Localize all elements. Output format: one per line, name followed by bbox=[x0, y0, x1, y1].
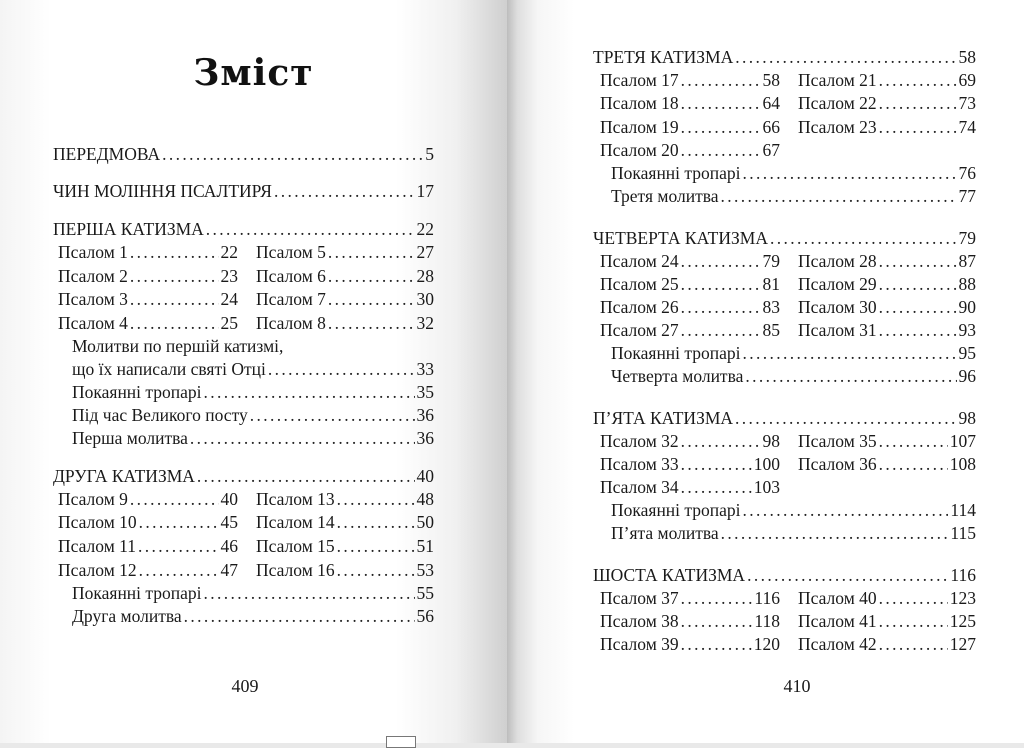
dot-leader bbox=[879, 69, 957, 92]
toc-entry bbox=[256, 559, 434, 582]
toc-page-number: 23 bbox=[220, 266, 238, 286]
toc-entry bbox=[58, 312, 238, 335]
dot-leader bbox=[337, 535, 415, 558]
toc-entry-title: Псалом 22 bbox=[798, 93, 877, 113]
toc-entry-title: П’ЯТА КАТИЗМА bbox=[593, 408, 734, 428]
dot-leader bbox=[681, 319, 761, 342]
dot-leader bbox=[681, 69, 761, 92]
dot-leader bbox=[328, 241, 415, 264]
toc-page-number: 103 bbox=[753, 477, 780, 497]
dot-leader bbox=[184, 605, 415, 628]
dot-leader bbox=[735, 46, 956, 69]
toc-entry bbox=[600, 250, 780, 273]
dot-leader bbox=[743, 342, 957, 365]
toc-entry bbox=[611, 365, 976, 388]
toc-entry-title: Псалом 35 bbox=[798, 431, 877, 451]
toc-entry-title: Псалом 27 bbox=[600, 320, 679, 340]
dot-leader bbox=[681, 273, 761, 296]
toc-entry-title: Покаянні тропарі bbox=[72, 382, 202, 402]
toc-entry-title: Псалом 28 bbox=[798, 251, 877, 271]
dot-leader bbox=[681, 633, 752, 656]
dot-leader bbox=[721, 185, 957, 208]
toc-entry-title: Псалом 5 bbox=[256, 242, 326, 262]
toc-entry bbox=[798, 69, 976, 92]
page-number: 410 bbox=[783, 676, 811, 696]
toc-entry bbox=[256, 511, 434, 534]
dot-leader bbox=[206, 218, 415, 241]
toc-entry-title: Псалом 10 bbox=[58, 512, 137, 532]
dot-leader bbox=[743, 162, 957, 185]
dot-leader bbox=[681, 610, 753, 633]
toc-entry-title: Псалом 34 bbox=[600, 477, 679, 497]
toc-entry bbox=[600, 296, 780, 319]
toc-page-number: 53 bbox=[416, 560, 434, 580]
dot-leader bbox=[681, 296, 761, 319]
toc-entry bbox=[600, 453, 780, 476]
toc-entry bbox=[600, 633, 780, 656]
toc-page-number: 17 bbox=[416, 181, 434, 201]
toc-page-number: 116 bbox=[950, 565, 976, 585]
toc-entry bbox=[58, 488, 238, 511]
dot-leader bbox=[274, 180, 415, 203]
toc-entry-title: Псалом 25 bbox=[600, 274, 679, 294]
toc-entry-title: Псалом 3 bbox=[58, 289, 128, 309]
toc-page-number: 77 bbox=[958, 186, 976, 206]
toc-entry-title: Псалом 26 bbox=[600, 297, 679, 317]
toc-entry-title: ДРУГА КАТИЗМА bbox=[53, 466, 195, 486]
toc-page-number: 79 bbox=[762, 251, 780, 271]
toc-entry-title: Псалом 11 bbox=[58, 536, 136, 556]
dot-leader bbox=[745, 365, 956, 388]
dot-leader bbox=[138, 535, 219, 558]
toc-entry-title: Перша молитва bbox=[72, 428, 188, 448]
toc-entry-title: ПЕРЕДМОВА bbox=[53, 144, 161, 164]
toc-page-number: 116 bbox=[754, 588, 780, 608]
toc-page-number: 48 bbox=[416, 489, 434, 509]
toc-page-number: 123 bbox=[949, 588, 976, 608]
toc-entry-title: Псалом 6 bbox=[256, 266, 326, 286]
toc-entry-title: Псалом 32 bbox=[600, 431, 679, 451]
dot-leader bbox=[337, 488, 415, 511]
dot-leader bbox=[268, 358, 415, 381]
toc-entry-title: Псалом 41 bbox=[798, 611, 877, 631]
toc-entry-title: ЧИН МОЛІННЯ ПСАЛТИРЯ bbox=[53, 181, 272, 201]
toc-entry bbox=[53, 465, 434, 488]
dot-leader bbox=[328, 288, 415, 311]
toc-entry-title: П’ята молитва bbox=[611, 523, 719, 543]
toc-entry bbox=[600, 92, 780, 115]
right-page bbox=[507, 0, 1024, 743]
toc-entry-title: ТРЕТЯ КАТИЗМА bbox=[593, 47, 734, 67]
toc-page-number: 47 bbox=[220, 560, 238, 580]
dot-leader bbox=[879, 430, 948, 453]
dot-leader bbox=[879, 610, 948, 633]
dot-leader bbox=[747, 564, 948, 587]
toc-entry-title: Псалом 33 bbox=[600, 454, 679, 474]
page-tab-marker bbox=[386, 736, 416, 748]
toc-page-number: 98 bbox=[762, 431, 780, 451]
dot-leader bbox=[139, 511, 219, 534]
toc-page-number: 40 bbox=[220, 489, 238, 509]
toc-entry-title: Покаянні тропарі bbox=[611, 163, 741, 183]
toc-page-number: 36 bbox=[416, 405, 434, 425]
dot-leader bbox=[681, 250, 761, 273]
dot-leader bbox=[130, 288, 219, 311]
dot-leader bbox=[735, 407, 956, 430]
toc-page-number: 40 bbox=[416, 466, 434, 486]
toc-entry bbox=[58, 559, 238, 582]
dot-leader bbox=[130, 265, 219, 288]
toc-entry-title: Четверта молитва bbox=[611, 366, 744, 386]
toc-page-number: 93 bbox=[958, 320, 976, 340]
toc-entry bbox=[600, 139, 780, 162]
dot-leader bbox=[328, 265, 415, 288]
toc-entry bbox=[600, 69, 780, 92]
toc-entry-title: Псалом 17 bbox=[600, 70, 679, 90]
toc-entry bbox=[600, 319, 780, 342]
toc-entry bbox=[798, 587, 976, 610]
toc-entry-title: Під час Великого посту bbox=[72, 405, 248, 425]
toc-entry bbox=[611, 162, 976, 185]
page-number: 409 bbox=[231, 676, 259, 696]
dot-leader bbox=[681, 116, 761, 139]
dot-leader bbox=[681, 92, 761, 115]
dot-leader bbox=[879, 116, 957, 139]
toc-page-number: 120 bbox=[753, 634, 780, 654]
toc-page-number: 115 bbox=[950, 523, 976, 543]
toc-entry bbox=[593, 407, 976, 430]
left-page bbox=[0, 0, 507, 743]
toc-entry-title: Псалом 30 bbox=[798, 297, 877, 317]
dot-leader bbox=[204, 381, 415, 404]
dot-leader bbox=[190, 427, 415, 450]
toc-entry bbox=[798, 430, 976, 453]
toc-entry bbox=[58, 265, 238, 288]
dot-leader bbox=[139, 559, 219, 582]
toc-entry-title: Псалом 20 bbox=[600, 140, 679, 160]
dot-leader bbox=[879, 296, 957, 319]
dot-leader bbox=[337, 559, 415, 582]
toc-page-number: 22 bbox=[220, 242, 238, 262]
toc-entry-title: що їх написали святі Отці bbox=[72, 359, 266, 379]
dot-leader bbox=[879, 453, 948, 476]
toc-page-number: 108 bbox=[949, 454, 976, 474]
toc-page-number: 33 bbox=[416, 359, 434, 379]
toc-entry bbox=[600, 610, 780, 633]
toc-entry-title: Псалом 16 bbox=[256, 560, 335, 580]
toc-entry-title: Псалом 9 bbox=[58, 489, 128, 509]
toc-entry bbox=[72, 404, 434, 427]
toc-entry-title: Псалом 36 bbox=[798, 454, 877, 474]
toc-page-number: 67 bbox=[762, 140, 780, 160]
toc-page-number: 96 bbox=[958, 366, 976, 386]
toc-page-number: 50 bbox=[416, 512, 434, 532]
toc-entry-title: Покаянні тропарі bbox=[611, 500, 741, 520]
toc-entry bbox=[256, 265, 434, 288]
toc-page-number: 76 bbox=[958, 163, 976, 183]
toc-entry bbox=[593, 227, 976, 250]
dot-leader bbox=[130, 241, 219, 264]
toc-entry bbox=[798, 319, 976, 342]
toc-page-number: 95 bbox=[958, 343, 976, 363]
toc-page-number: 51 bbox=[416, 536, 434, 556]
toc-entry bbox=[798, 250, 976, 273]
toc-page-number: 127 bbox=[949, 634, 976, 654]
toc-entry-title: Псалом 29 bbox=[798, 274, 877, 294]
toc-page-number: 81 bbox=[762, 274, 780, 294]
dot-leader bbox=[879, 92, 957, 115]
dot-leader bbox=[130, 312, 219, 335]
toc-entry bbox=[256, 535, 434, 558]
toc-page-number: 35 bbox=[416, 382, 434, 402]
toc-page-number: 64 bbox=[762, 93, 780, 113]
toc-entry bbox=[72, 358, 434, 381]
toc-entry bbox=[58, 241, 238, 264]
toc-entry-title: Псалом 42 bbox=[798, 634, 877, 654]
toc-page-number: 107 bbox=[949, 431, 976, 451]
toc-page-number: 87 bbox=[958, 251, 976, 271]
toc-page-number: 88 bbox=[958, 274, 976, 294]
toc-page-number: 98 bbox=[958, 408, 976, 428]
toc-entry-title: Псалом 12 bbox=[58, 560, 137, 580]
toc-entry-title: Друга молитва bbox=[72, 606, 182, 626]
toc-entry-title: Псалом 19 bbox=[600, 117, 679, 137]
toc-entry-title: Псалом 40 bbox=[798, 588, 877, 608]
dot-leader bbox=[879, 250, 957, 273]
toc-entry-title: ШОСТА КАТИЗМА bbox=[593, 565, 746, 585]
toc-page-number: 32 bbox=[416, 313, 434, 333]
toc-entry bbox=[798, 610, 976, 633]
toc-entry bbox=[798, 273, 976, 296]
toc-entry bbox=[798, 633, 976, 656]
toc-entry bbox=[256, 312, 434, 335]
toc-entry bbox=[256, 241, 434, 264]
dot-leader bbox=[328, 312, 415, 335]
toc-page-number: 58 bbox=[762, 70, 780, 90]
toc-entry bbox=[600, 476, 780, 499]
toc-entry-title: Псалом 39 bbox=[600, 634, 679, 654]
dot-leader bbox=[879, 633, 948, 656]
toc-entry bbox=[58, 511, 238, 534]
toc-entry bbox=[256, 488, 434, 511]
dot-leader bbox=[879, 319, 957, 342]
dot-leader bbox=[681, 139, 761, 162]
toc-entry bbox=[600, 587, 780, 610]
toc-page-number: 36 bbox=[416, 428, 434, 448]
toc-entry bbox=[798, 116, 976, 139]
toc-entry-title: Псалом 15 bbox=[256, 536, 335, 556]
toc-page-number: 73 bbox=[958, 93, 976, 113]
toc-entry-title: Третя молитва bbox=[611, 186, 719, 206]
toc-entry bbox=[611, 522, 976, 545]
toc-page-number: 56 bbox=[416, 606, 434, 626]
toc-entry bbox=[600, 116, 780, 139]
toc-page-number: 28 bbox=[416, 266, 434, 286]
toc-page-number: 90 bbox=[958, 297, 976, 317]
toc-page-number: 24 bbox=[220, 289, 238, 309]
toc-entry bbox=[611, 185, 976, 208]
dot-leader bbox=[250, 404, 415, 427]
toc-entry bbox=[58, 535, 238, 558]
toc-entry-title: Покаянні тропарі bbox=[611, 343, 741, 363]
toc-entry-title: Псалом 24 bbox=[600, 251, 679, 271]
dot-leader bbox=[204, 582, 415, 605]
toc-entry-title: Псалом 38 bbox=[600, 611, 679, 631]
toc-page-number: 46 bbox=[220, 536, 238, 556]
toc-entry-title: Псалом 31 bbox=[798, 320, 877, 340]
toc-entry bbox=[611, 342, 976, 365]
toc-page-number: 85 bbox=[762, 320, 780, 340]
dot-leader bbox=[337, 511, 415, 534]
toc-entry bbox=[58, 288, 238, 311]
toc-entry-title: Псалом 14 bbox=[256, 512, 335, 532]
toc-page-number: 118 bbox=[754, 611, 780, 631]
dot-leader bbox=[879, 587, 948, 610]
dot-leader bbox=[721, 522, 949, 545]
toc-entry-title: ЧЕТВЕРТА КАТИЗМА bbox=[593, 228, 768, 248]
toc-entry-title: Псалом 21 bbox=[798, 70, 877, 90]
toc-page-number: 66 bbox=[762, 117, 780, 137]
toc-entry bbox=[611, 499, 976, 522]
toc-page-number: 22 bbox=[416, 219, 434, 239]
toc-entry-title: Псалом 23 bbox=[798, 117, 877, 137]
toc-entry bbox=[798, 453, 976, 476]
toc-entry-title: Псалом 2 bbox=[58, 266, 128, 286]
toc-page-number: 45 bbox=[220, 512, 238, 532]
toc-page-number: 114 bbox=[950, 500, 976, 520]
toc-page-number: 83 bbox=[762, 297, 780, 317]
toc-page-number: 27 bbox=[416, 242, 434, 262]
toc-entry bbox=[53, 143, 434, 166]
toc-page-number: 74 bbox=[958, 117, 976, 137]
toc-entry bbox=[72, 605, 434, 628]
toc-page-number: 55 bbox=[416, 583, 434, 603]
toc-entry-title: Покаянні тропарі bbox=[72, 583, 202, 603]
toc-page-number: 5 bbox=[425, 144, 434, 164]
toc-entry bbox=[593, 564, 976, 587]
page-title: Зміст bbox=[193, 52, 314, 94]
toc-entry-title: Псалом 37 bbox=[600, 588, 679, 608]
toc-entry bbox=[72, 582, 434, 605]
toc-entry-title: ПЕРША КАТИЗМА bbox=[53, 219, 204, 239]
dot-leader bbox=[681, 430, 761, 453]
toc-entry bbox=[53, 218, 434, 241]
toc-entry bbox=[72, 381, 434, 404]
toc-page-number: 30 bbox=[416, 289, 434, 309]
toc-page-number: 125 bbox=[949, 611, 976, 631]
toc-entry-title: Псалом 4 bbox=[58, 313, 128, 333]
dot-leader bbox=[681, 476, 752, 499]
toc-page-number: 69 bbox=[958, 70, 976, 90]
dot-leader bbox=[162, 143, 423, 166]
toc-entry bbox=[798, 92, 976, 115]
toc-entry-title: Псалом 18 bbox=[600, 93, 679, 113]
toc-entry-title: Псалом 8 bbox=[256, 313, 326, 333]
toc-page-number: 79 bbox=[958, 228, 976, 248]
toc-entry-title: Псалом 7 bbox=[256, 289, 326, 309]
toc-entry bbox=[53, 180, 434, 203]
toc-entry bbox=[256, 288, 434, 311]
toc-entry bbox=[72, 427, 434, 450]
toc-page-number: 25 bbox=[220, 313, 238, 333]
toc-entry bbox=[593, 46, 976, 69]
toc-page-number: 100 bbox=[753, 454, 780, 474]
toc-entry-title: Псалом 13 bbox=[256, 489, 335, 509]
dot-leader bbox=[879, 273, 957, 296]
toc-entry bbox=[600, 430, 780, 453]
toc-entry bbox=[798, 296, 976, 319]
dot-leader bbox=[770, 227, 957, 250]
toc-entry-title: Молитви по першій катизмі, bbox=[72, 336, 284, 356]
dot-leader bbox=[681, 453, 752, 476]
dot-leader bbox=[681, 587, 753, 610]
dot-leader bbox=[130, 488, 219, 511]
toc-page-number: 58 bbox=[958, 47, 976, 67]
dot-leader bbox=[743, 499, 949, 522]
toc-entry-title: Псалом 1 bbox=[58, 242, 128, 262]
toc-entry bbox=[600, 273, 780, 296]
dot-leader bbox=[197, 465, 415, 488]
